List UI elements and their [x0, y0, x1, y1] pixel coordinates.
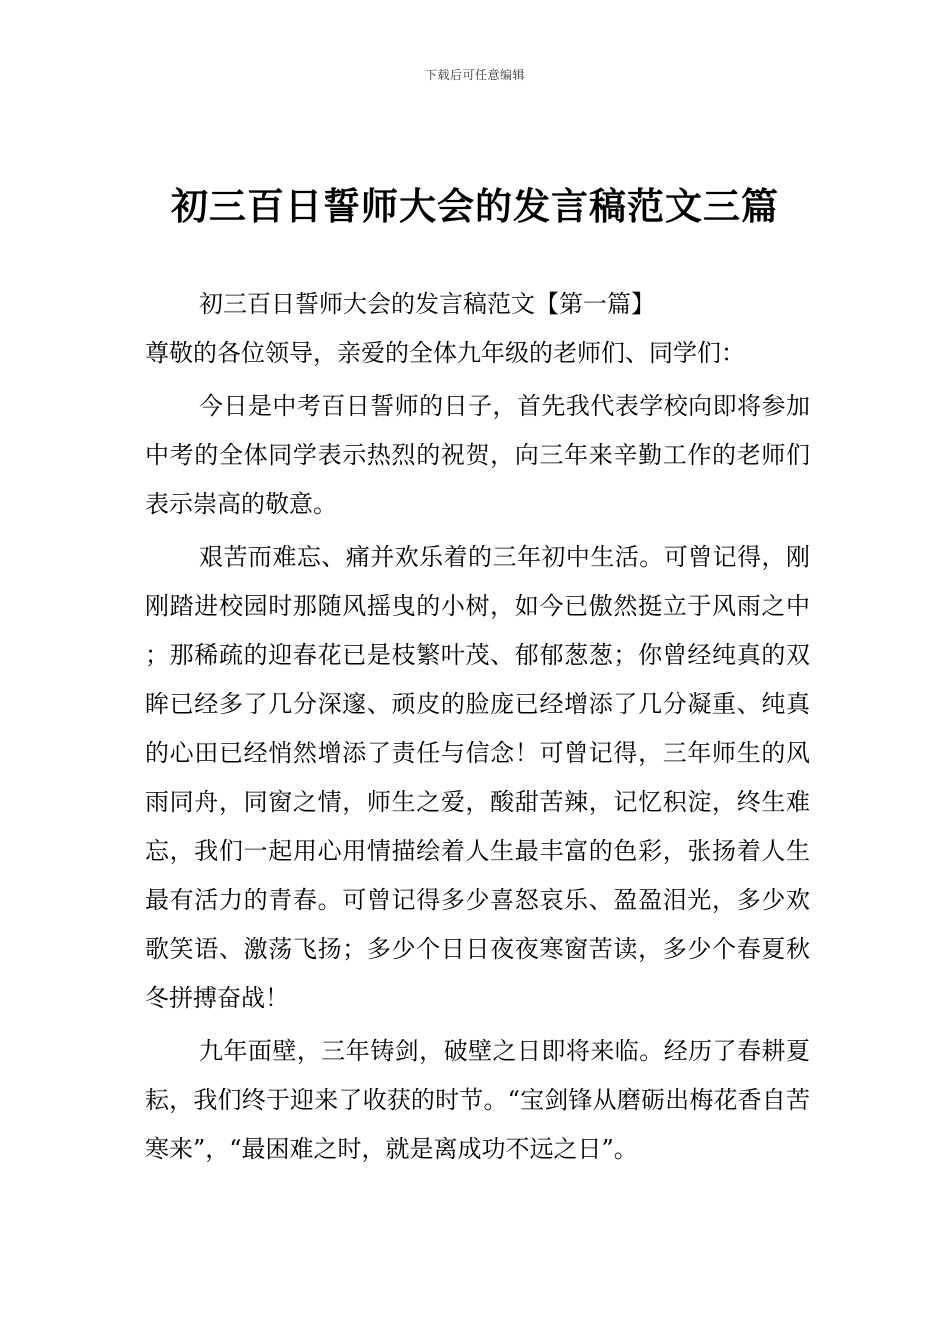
page-header-note: 下载后可任意编辑	[424, 68, 525, 82]
paragraph-opening: 今日是中考百日誓师的日子，首先我代表学校向即将参加中考的全体同学表示热烈的祝贺，向三年来辛勤工作的老师们表示崇高的敬意。	[145, 392, 810, 518]
paragraph-salutation: 尊敬的各位领导，亲爱的全体九年级的老师们、同学们：	[145, 339, 745, 367]
paragraph-harvest: 九年面壁，三年铸剑，破壁之日即将来临。经历了春耕夏耘，我们终于迎来了收获的时节。“宝剑锋从磨砺出梅花香自苦寒来”，“最困难之时，就是离成功不远之日”。	[145, 1037, 810, 1163]
document-title: 初三百日誓师大会的发言稿范文三篇	[171, 185, 779, 228]
document-body	[145, 280, 810, 1174]
paragraph-subtitle: 初三百日誓师大会的发言稿范文【第一篇】	[199, 290, 655, 318]
paragraph-memories: 艰苦而难忘、痛并欢乐着的三年初中生活。可曾记得，刚刚踏进校园时那随风摇曳的小树，如今已傲然挺立于风雨之中；那稀疏的迎春花已是枝繁叶茂、郁郁葱葱；你曾经纯真的双眸已经多了几分深邃、顽皮的脸庞已经增添了几分凝重、纯真的心田已经悄然增添了责任与信念！可曾记得，三年师生的风雨同舟，同窗之情，师生之爱，酸甜苦辣，记忆积淀，终生难忘，我们一起用心用情描绘着人生最丰富的色彩，张扬着人生最有活力的青春。可曾记得多少喜怒哀乐、盈盈泪光，多少欢歌笑语、激荡飞扬；多少个日日夜夜寒窗苦读，多少个春夏秋冬拼搏奋战！	[145, 543, 810, 1012]
